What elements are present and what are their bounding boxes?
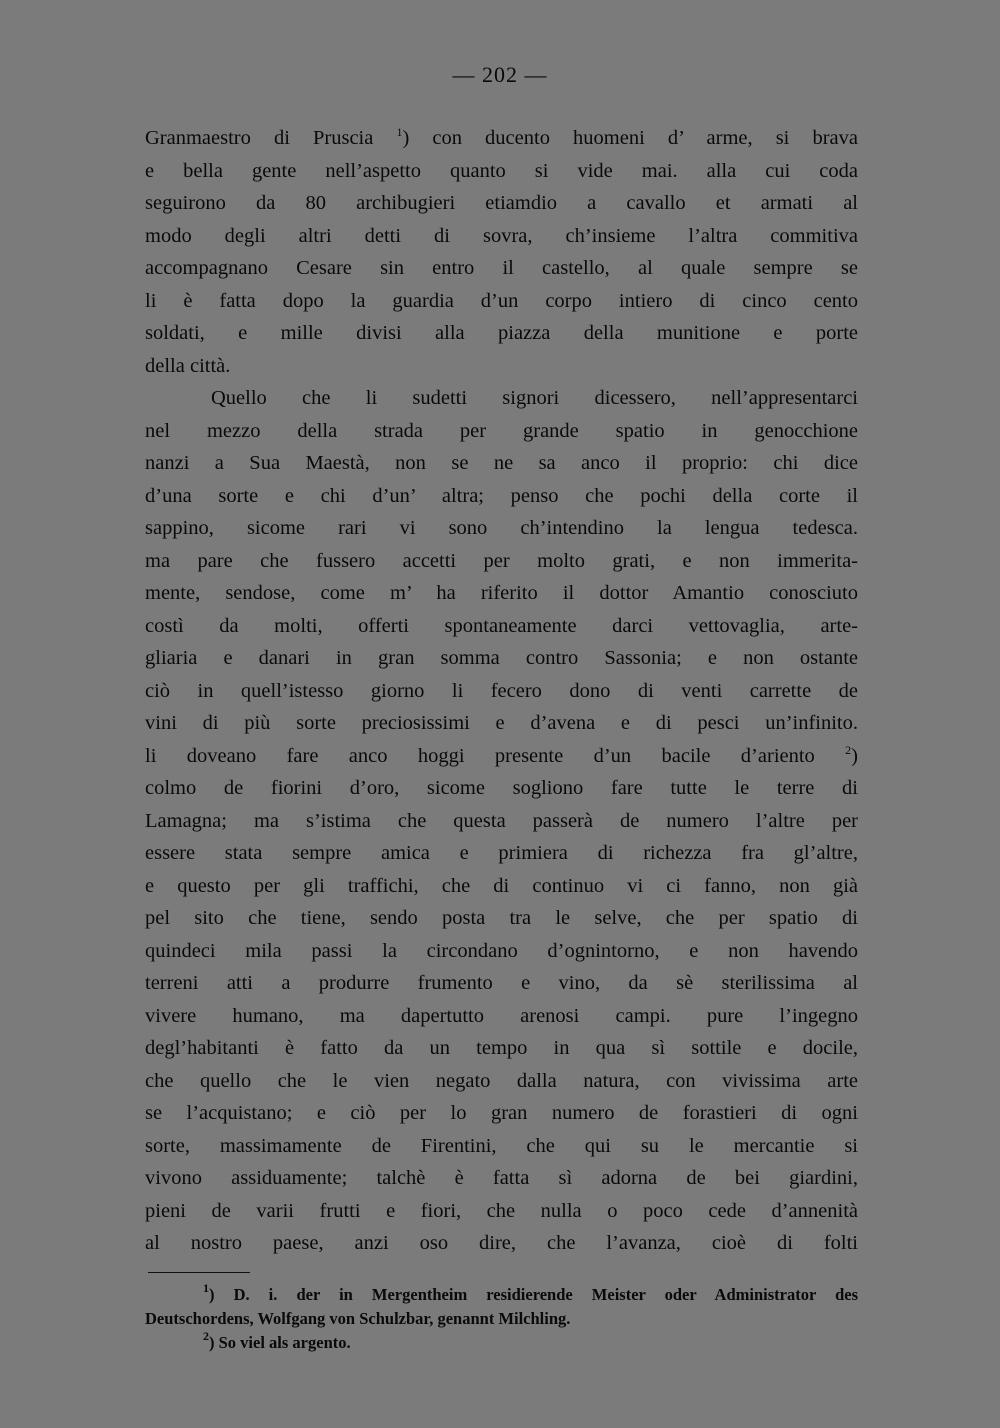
text-line: degl’habitanti è fatto da un tempo in qua sì sottile e docile, <box>145 1037 858 1059</box>
footnote-number: 2 <box>203 1329 209 1343</box>
text-line: pel sito che tiene, sendo posta tra le selve, che per spatio di <box>145 907 858 929</box>
text-line: e bella gente nell’aspetto quanto si vide mai. alla cui coda <box>145 159 858 182</box>
text-line: accompagnano Cesare sin entro il castello, al quale sempre se <box>145 257 858 279</box>
text-line <box>145 122 858 155</box>
text-line: costì da molti, offerti spontaneamente darci vettovaglia, arte- <box>145 614 858 637</box>
text-line: d’una sorte e chi d’un’ altra; penso che pochi della corte il <box>145 484 858 507</box>
footnote-text: ) D. i. der in Mergentheim residierende Meister oder Administrator des <box>209 1285 858 1304</box>
text-line: modo degli altri detti di sovra, ch’insieme l’altra commitiva <box>145 224 858 247</box>
footnote-marker: 1 <box>396 125 403 139</box>
text-line: che quello che le vien negato dalla natura, con vivissima arte <box>145 1069 858 1092</box>
text-line: Lamagna; ma s’istima che questa passerà de numero l’altre per <box>145 809 858 832</box>
line-text: Granmaestro di Pruscia <box>145 127 397 149</box>
text-line: vivere humano, ma dapertutto arenosi campi. pure l’ingegno <box>145 1004 858 1027</box>
text-line: essere stata sempre amica e primiera di richezza fra gl’altre, <box>145 842 858 864</box>
text-line: Quello che li sudetti signori dicessero, nell’appresentarci <box>211 387 858 409</box>
text-line: al nostro paese, anzi oso dire, che l’avanza, cioè di folti <box>145 1232 858 1254</box>
text-line: nel mezzo della strada per grande spatio in genocchione <box>145 419 858 442</box>
page-number: — 202 — <box>452 62 548 87</box>
text-line: gliaria e danari in gran somma contro Sassonia; e non ostante <box>145 647 858 669</box>
text-line: seguirono da 80 archibugieri etiamdio a cavallo et armati al <box>145 192 858 214</box>
text-line <box>145 740 858 773</box>
text-line: e questo per gli traffichi, che di continuo vi ci fanno, non già <box>145 874 858 897</box>
text-line: vivono assiduamente; talchè è fatta sì adorna de bei giardini, <box>145 1167 858 1189</box>
body-text <box>145 122 858 1260</box>
text-line: li è fatta dopo la guardia d’un corpo intiero di cinco cento <box>145 289 858 312</box>
text-line: soldati, e mille divisi alla piazza della munitione e porte <box>145 322 858 344</box>
footnote-line <box>145 1307 858 1331</box>
text-line: mente, sendose, come m’ ha riferito il dottor Amantio conosciuto <box>145 582 858 604</box>
text-line: ciò in quell’istesso giorno li fecero dono di venti carrette de <box>145 679 858 702</box>
line-text: li doveano fare anco hoggi presente d’un bacile d’ariento <box>145 744 846 767</box>
footnote-marker: 2 <box>845 742 852 757</box>
footnote-number: 1 <box>203 1281 209 1295</box>
footnote-text: ) So viel als argento. <box>209 1333 351 1352</box>
line-text: ) con ducento huomeni d’ arme, si brava <box>402 127 858 149</box>
footnote-text: Deutschordens, Wolfgang von Schulzbar, genannt Milchling. <box>145 1309 571 1328</box>
footnote-line <box>145 1283 858 1307</box>
text-line: terreni atti a produrre frumento e vino, da sè sterilissima al <box>145 972 858 994</box>
text-line: vini di più sorte preciosissimi e d’avena e di pesci un’infinito. <box>145 712 858 734</box>
text-line: colmo de fiorini d’oro, sicome sogliono fare tutte le terre di <box>145 777 858 799</box>
text-line: se l’acquistano; e ciò per lo gran numero de forastieri di ogni <box>145 1102 858 1124</box>
text-line: pieni de varii frutti e fiori, che nulla o poco cede d’annenità <box>145 1199 858 1222</box>
text-line: sappino, sicome rari vi sono ch’intendino la lengua tedesca. <box>145 517 858 539</box>
text-line: sorte, massimamente de Firentini, che qui su le mercantie si <box>145 1134 858 1157</box>
footnote-line <box>145 1331 858 1355</box>
text-line: quindeci mila passi la circondano d’ognintorno, e non havendo <box>145 939 858 962</box>
footnote-rule <box>148 1272 250 1273</box>
text-line: ma pare che fussero accetti per molto grati, e non immerita- <box>145 549 858 572</box>
footnotes <box>145 1283 858 1355</box>
text-line: della città. <box>145 354 231 377</box>
line-text: ) <box>851 744 858 767</box>
text-line: nanzi a Sua Maestà, non se ne sa anco il proprio: chi dice <box>145 452 858 474</box>
